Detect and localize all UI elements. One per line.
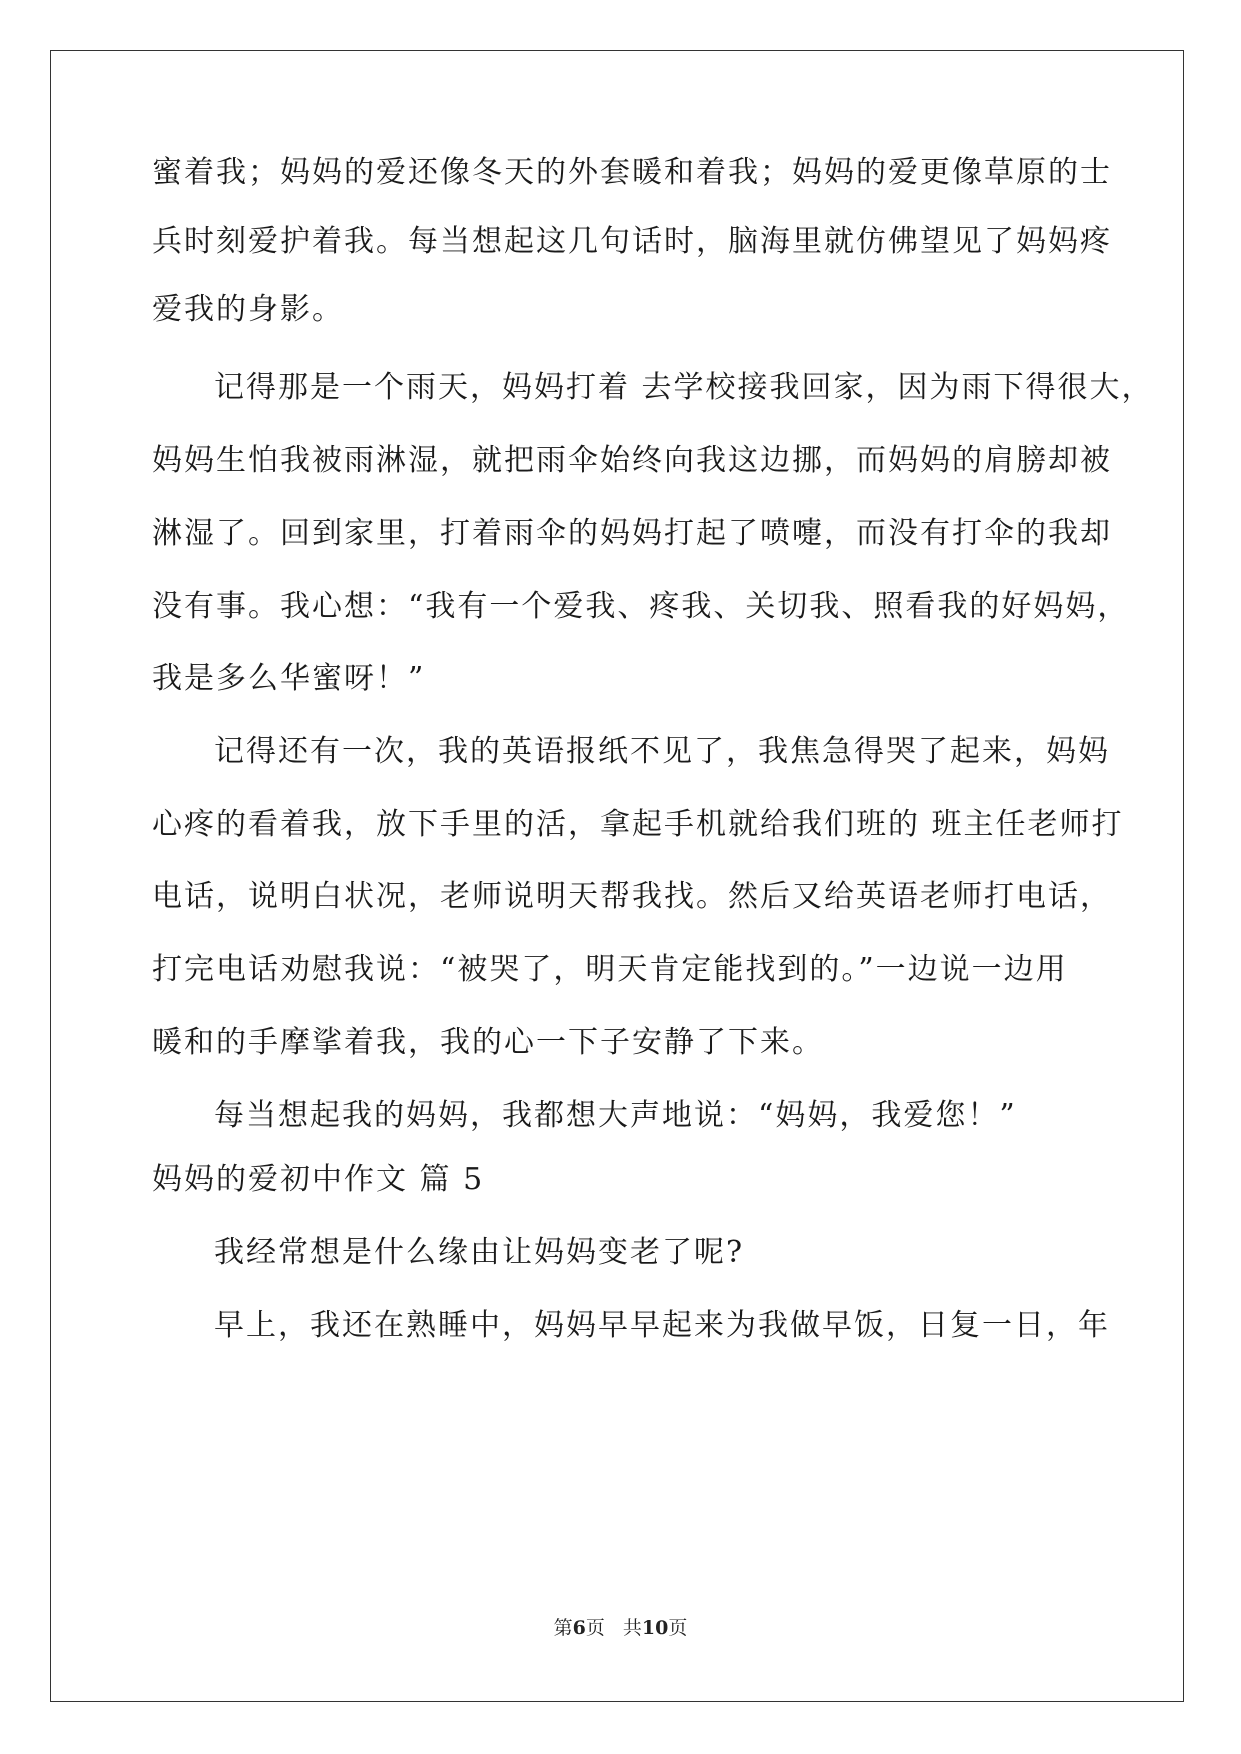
text-line: 兵时刻爱护着我。每当想起这几句话时，脑海里就仿佛望见了妈妈疼 bbox=[152, 224, 1112, 259]
text-line: 暖和的手摩挲着我，我的心一下子安静了下来。 bbox=[152, 1025, 824, 1060]
text-line: 爱我的身影。 bbox=[152, 292, 344, 327]
text-line: 妈妈生怕我被雨淋湿，就把雨伞始终向我这边挪，而妈妈的肩膀却被 bbox=[152, 443, 1112, 478]
footer-page-mid: 页 bbox=[585, 1617, 605, 1639]
text-line: 记得那是一个雨天，妈妈打着 去学校接我回家，因为雨下得很大， bbox=[214, 370, 1154, 405]
text-line: 打完电话劝慰我说：“被哭了，明天肯定能找到的。”一边说一边用 bbox=[152, 952, 1068, 987]
page-footer bbox=[0, 1616, 1241, 1640]
text-line: 我经常想是什么缘由让妈妈变老了呢? bbox=[214, 1235, 745, 1270]
text-line: 记得还有一次，我的英语报纸不见了，我焦急得哭了起来，妈妈 bbox=[214, 734, 1110, 769]
text-line: 蜜着我；妈妈的爱还像冬天的外套暖和着我；妈妈的爱更像草原的士 bbox=[152, 155, 1112, 190]
footer-total-suffix: 页 bbox=[668, 1617, 688, 1639]
footer-page-total: 10 bbox=[641, 1617, 669, 1639]
text-line: 我是多么华蜜呀！” bbox=[152, 661, 426, 696]
text-line: 没有事。我心想：“我有一个爱我、疼我、关切我、照看我的好妈妈， bbox=[152, 589, 1130, 624]
footer-page-prefix: 第 bbox=[553, 1617, 573, 1639]
footer-total-prefix: 共 bbox=[622, 1617, 642, 1639]
text-line: 淋湿了。回到家里，打着雨伞的妈妈打起了喷嚏，而没有打伞的我却 bbox=[152, 516, 1112, 551]
section-heading: 妈妈的爱初中作文 篇 5 bbox=[152, 1162, 485, 1197]
text-line: 心疼的看着我，放下手里的活，拿起手机就给我们班的 班主任老师打 bbox=[152, 807, 1124, 842]
text-line: 每当想起我的妈妈，我都想大声地说：“妈妈，我爱您！” bbox=[214, 1098, 1017, 1133]
footer-page-current: 6 bbox=[572, 1617, 586, 1639]
text-line: 早上，我还在熟睡中，妈妈早早起来为我做早饭，日复一日，年 bbox=[214, 1308, 1110, 1343]
text-line: 电话，说明白状况，老师说明天帮我找。然后又给英语老师打电话， bbox=[152, 879, 1112, 914]
